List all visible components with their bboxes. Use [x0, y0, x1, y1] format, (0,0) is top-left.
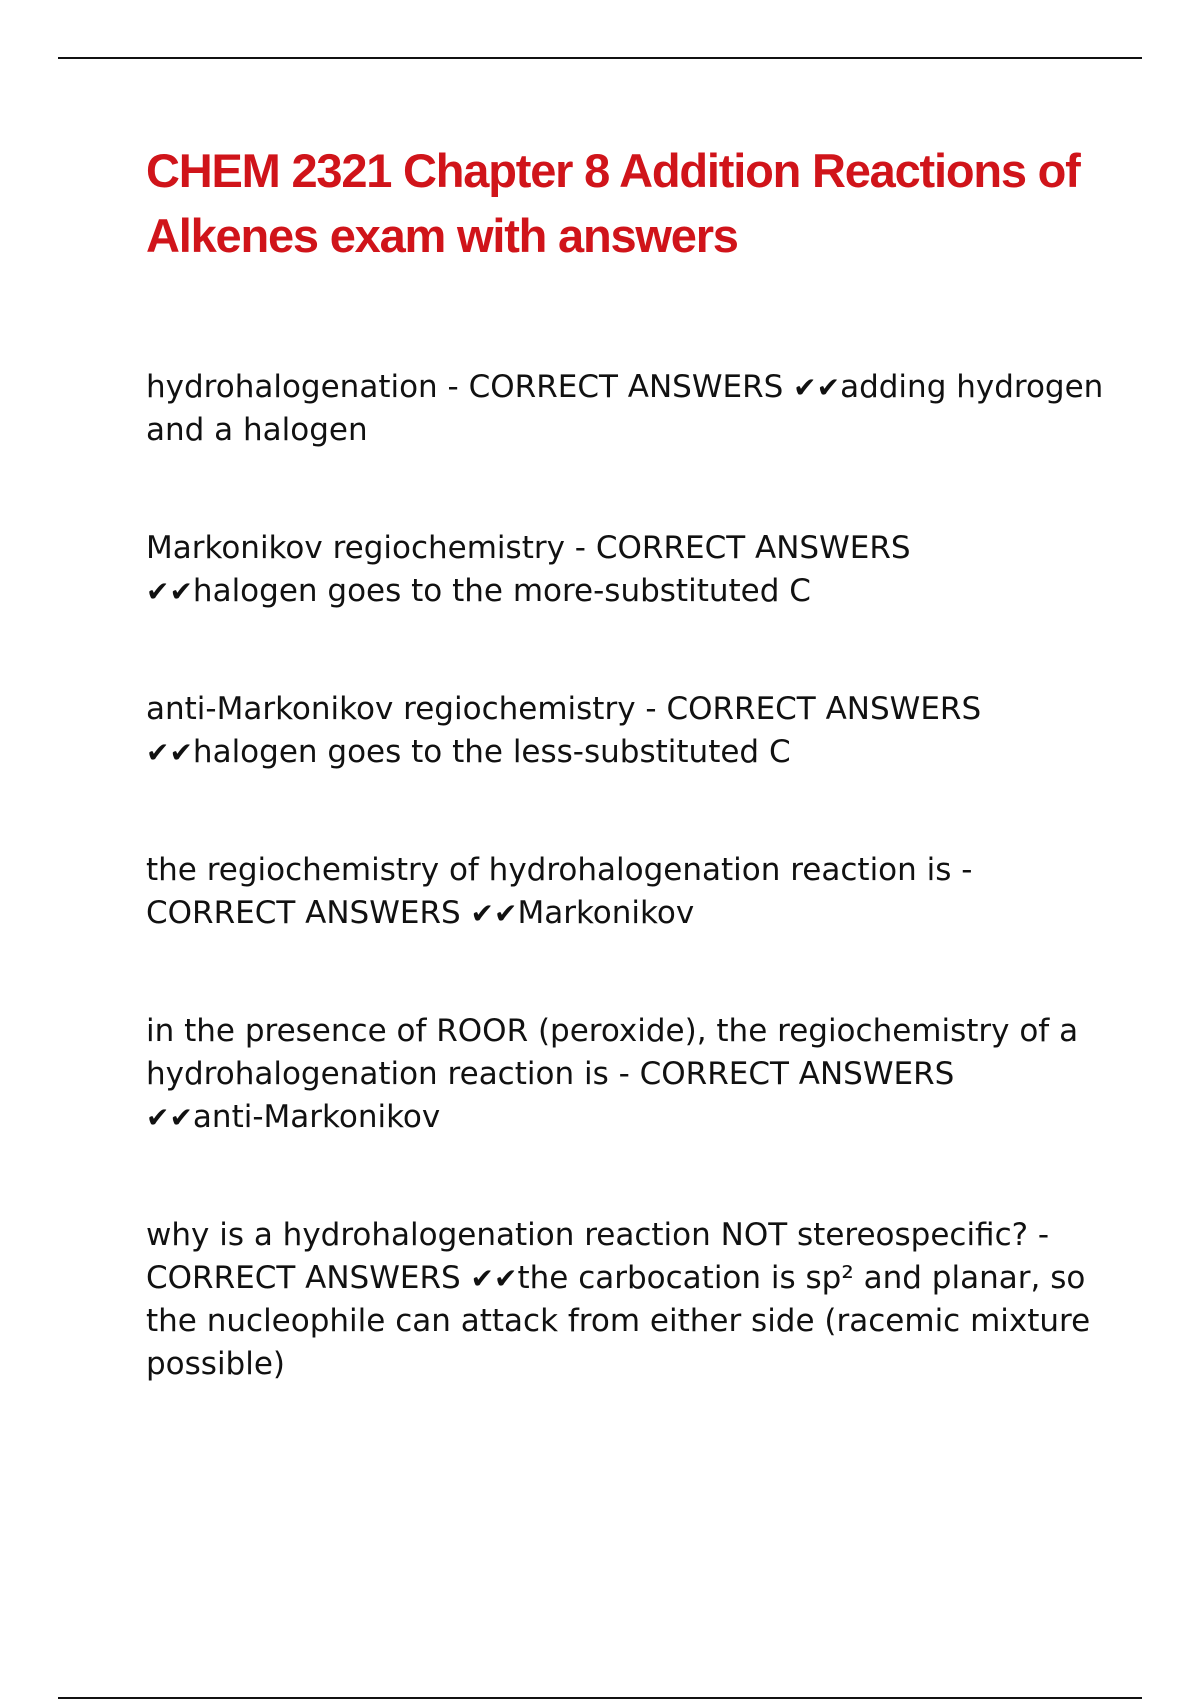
answer-text: halogen goes to the more-substituted C	[192, 573, 811, 609]
question-text: anti-Markonikov regiochemistry	[146, 691, 636, 727]
check-icon: ✔✔	[793, 371, 841, 404]
qa-item	[146, 688, 1106, 774]
answer-text: anti-Markonikov	[192, 1099, 441, 1135]
answer-text: halogen goes to the less-substituted C	[192, 734, 791, 770]
qa-list	[146, 366, 1106, 1386]
qa-item	[146, 1010, 1106, 1139]
check-icon: ✔✔	[146, 736, 193, 769]
qa-item	[146, 366, 1106, 452]
separator: -	[564, 530, 596, 566]
separator: -	[437, 369, 469, 405]
check-icon: ✔✔	[470, 897, 518, 930]
separator: -	[608, 1056, 640, 1092]
separator: -	[635, 691, 667, 727]
qa-item	[146, 527, 1106, 613]
bottom-rule	[58, 1697, 1142, 1699]
answer-text: the carbocation is sp² and planar, so the nucleophile can attack from either side (racemic mixture possible)	[146, 1260, 1091, 1382]
check-icon: ✔✔	[470, 1262, 518, 1295]
question-text: the regiochemistry of hydrohalogenation reaction is	[146, 852, 952, 888]
document-body	[146, 138, 1106, 1461]
answer-marker: CORRECT ANSWERS	[468, 369, 784, 405]
check-icon: ✔✔	[146, 575, 193, 608]
separator: -	[951, 852, 973, 888]
check-icon: ✔✔	[146, 1101, 193, 1134]
question-text: hydrohalogenation	[146, 369, 438, 405]
document-title: CHEM 2321 Chapter 8 Addition Reactions of Alkenes exam with answers	[146, 144, 1080, 262]
question-text: why is a hydrohalogenation reaction NOT stereospecific?	[146, 1217, 1029, 1253]
question-text: Markonikov regiochemistry	[146, 530, 565, 566]
qa-item	[146, 849, 1106, 935]
answer-text: adding hydrogen and a halogen	[146, 369, 1104, 448]
question-text: in the presence of ROOR (peroxide), the regiochemistry of a hydrohalogenation reaction is	[146, 1013, 1079, 1092]
qa-item	[146, 1214, 1106, 1386]
answer-marker: CORRECT ANSWERS	[595, 530, 911, 566]
separator: -	[1028, 1217, 1050, 1253]
answer-marker: CORRECT ANSWERS	[666, 691, 982, 727]
top-rule	[58, 57, 1142, 59]
answer-marker: CORRECT ANSWERS	[146, 895, 461, 931]
answer-text: Markonikov	[517, 895, 695, 931]
answer-marker: CORRECT ANSWERS	[639, 1056, 955, 1092]
answer-marker: CORRECT ANSWERS	[146, 1260, 461, 1296]
